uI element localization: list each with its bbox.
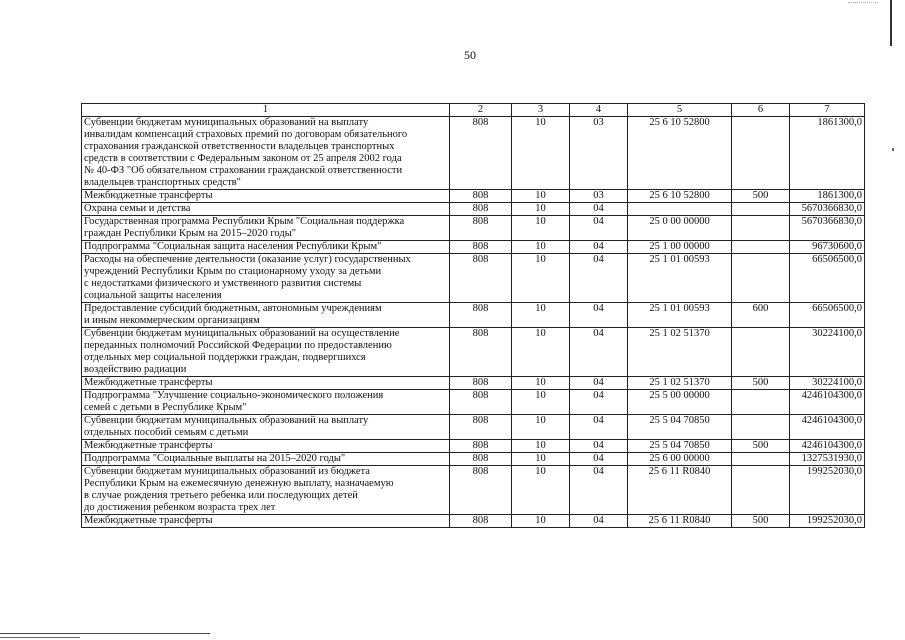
code-cell-c5: 25 1 01 00593 bbox=[628, 303, 732, 328]
code-cell-c5: 25 1 00 00000 bbox=[628, 241, 732, 254]
code-cell-c6 bbox=[732, 117, 790, 190]
code-cell-c6 bbox=[732, 453, 790, 466]
amount-cell: 5670366830,0 bbox=[790, 203, 865, 216]
table-row bbox=[82, 216, 865, 241]
amount-cell: 66506500,0 bbox=[790, 303, 865, 328]
code-cell-c5: 25 6 00 00000 bbox=[628, 453, 732, 466]
expense-name-line: отдельных мер социальной поддержки граждан, подвергшихся bbox=[84, 352, 366, 363]
expense-name-line: граждан Республики Крым на 2015–2020 годы" bbox=[84, 228, 297, 239]
expense-name-cell bbox=[82, 415, 450, 440]
amount-cell: 1861300,0 bbox=[790, 117, 865, 190]
expense-name-line: и иным некоммерческим организациям bbox=[84, 315, 260, 326]
code-cell-c6 bbox=[732, 466, 790, 515]
code-cell-c2: 808 bbox=[450, 415, 512, 440]
amount-cell: 199252030,0 bbox=[790, 466, 865, 515]
code-cell-c5: 25 0 00 00000 bbox=[628, 216, 732, 241]
expense-name-cell bbox=[82, 203, 450, 216]
table-row bbox=[82, 415, 865, 440]
code-cell-c6 bbox=[732, 415, 790, 440]
expense-name-line: до достижения ребенком возраста трех лет bbox=[84, 502, 276, 513]
code-cell-c2: 808 bbox=[450, 216, 512, 241]
code-cell-c3: 10 bbox=[512, 117, 570, 190]
expense-name-cell bbox=[82, 390, 450, 415]
code-cell-c3: 10 bbox=[512, 303, 570, 328]
expense-name-line: Государственная программа Республики Крым "Социальная поддержка bbox=[84, 216, 405, 227]
expense-name-line: отдельных пособий семьям с детьми bbox=[84, 427, 249, 438]
amount-cell: 96730600,0 bbox=[790, 241, 865, 254]
code-cell-c2: 808 bbox=[450, 377, 512, 390]
amount-cell: 1327531930,0 bbox=[790, 453, 865, 466]
code-cell-c4: 04 bbox=[570, 466, 628, 515]
expense-name-line: страхования гражданской ответственности владельцев транспортных bbox=[84, 141, 395, 152]
expense-name-cell bbox=[82, 328, 450, 377]
expense-name-line: Охрана семьи и детства bbox=[84, 203, 191, 214]
code-cell-c6: 500 bbox=[732, 440, 790, 453]
code-cell-c3: 10 bbox=[512, 241, 570, 254]
amount-cell: 4246104300,0 bbox=[790, 415, 865, 440]
code-cell-c3: 10 bbox=[512, 453, 570, 466]
column-header: 4 bbox=[570, 104, 628, 117]
code-cell-c3: 10 bbox=[512, 190, 570, 203]
amount-cell: 1861300,0 bbox=[790, 190, 865, 203]
table-row bbox=[82, 453, 865, 466]
expense-name-line: Предоставление субсидий бюджетным, автономным учреждениям bbox=[84, 303, 382, 314]
code-cell-c4: 03 bbox=[570, 117, 628, 190]
code-cell-c3: 10 bbox=[512, 466, 570, 515]
code-cell-c6: 600 bbox=[732, 303, 790, 328]
column-header: 5 bbox=[628, 104, 732, 117]
expense-name-line: Межбюджетные трансферты bbox=[84, 440, 213, 451]
expense-name-cell bbox=[82, 241, 450, 254]
expense-name-cell bbox=[82, 453, 450, 466]
code-cell-c2: 808 bbox=[450, 453, 512, 466]
table-body bbox=[82, 117, 865, 528]
code-cell-c3: 10 bbox=[512, 216, 570, 241]
expense-name-line: воздействию радиации bbox=[84, 364, 187, 375]
expense-name-line: Субвенции бюджетам муниципальных образований из бюджета bbox=[84, 466, 370, 477]
table-row bbox=[82, 203, 865, 216]
expense-name-line: № 40-ФЗ "Об обязательном страховании гражданской ответственности bbox=[84, 165, 403, 176]
scan-artifact-dots bbox=[848, 2, 878, 3]
expense-name-line: Расходы на обеспечение деятельности (оказание услуг) государственных bbox=[84, 254, 411, 265]
amount-cell: 30224100,0 bbox=[790, 377, 865, 390]
table-row bbox=[82, 254, 865, 303]
code-cell-c3: 10 bbox=[512, 515, 570, 528]
expense-name-line: с недостатками физического и умственного развития системы bbox=[84, 278, 362, 289]
code-cell-c2: 808 bbox=[450, 328, 512, 377]
expense-name-line: Республики Крым на ежемесячную денежную выплату, назначаемую bbox=[84, 478, 394, 489]
expense-name-line: Субвенции бюджетам муниципальных образований на выплату bbox=[84, 117, 369, 128]
expense-name-cell bbox=[82, 254, 450, 303]
code-cell-c2: 808 bbox=[450, 440, 512, 453]
amount-cell: 5670366830,0 bbox=[790, 216, 865, 241]
code-cell-c5: 25 5 04 70850 bbox=[628, 415, 732, 440]
table-row bbox=[82, 303, 865, 328]
column-header: 3 bbox=[512, 104, 570, 117]
expense-name-line: Субвенции бюджетам муниципальных образований на осуществление bbox=[84, 328, 400, 339]
expense-name-line: инвалидам компенсаций страховых премий по договорам обязательного bbox=[84, 129, 408, 140]
code-cell-c5: 25 6 11 R0840 bbox=[628, 515, 732, 528]
table-row bbox=[82, 466, 865, 515]
code-cell-c6 bbox=[732, 203, 790, 216]
expense-name-line: Подпрограмма "Социальные выплаты на 2015–2020 годы" bbox=[84, 453, 346, 464]
expense-name-line: учреждений Республики Крым по стационарному уходу за детьми bbox=[84, 266, 382, 277]
code-cell-c4: 04 bbox=[570, 254, 628, 303]
code-cell-c5: 25 1 02 51370 bbox=[628, 377, 732, 390]
amount-cell: 199252030,0 bbox=[790, 515, 865, 528]
code-cell-c5: 25 5 04 70850 bbox=[628, 440, 732, 453]
expense-name-cell bbox=[82, 303, 450, 328]
code-cell-c5: 25 6 10 52800 bbox=[628, 190, 732, 203]
code-cell-c2: 808 bbox=[450, 390, 512, 415]
table-header-row bbox=[82, 104, 865, 117]
column-header: 6 bbox=[732, 104, 790, 117]
table-row bbox=[82, 328, 865, 377]
table-row bbox=[82, 117, 865, 190]
code-cell-c6 bbox=[732, 390, 790, 415]
expense-name-cell bbox=[82, 216, 450, 241]
table-row bbox=[82, 440, 865, 453]
expense-name-cell bbox=[82, 440, 450, 453]
code-cell-c5: 25 5 00 00000 bbox=[628, 390, 732, 415]
code-cell-c2: 808 bbox=[450, 203, 512, 216]
code-cell-c6 bbox=[732, 216, 790, 241]
column-header: 2 bbox=[450, 104, 512, 117]
code-cell-c5: 25 1 01 00593 bbox=[628, 254, 732, 303]
code-cell-c3: 10 bbox=[512, 254, 570, 303]
table-row bbox=[82, 390, 865, 415]
code-cell-c6: 500 bbox=[732, 515, 790, 528]
page-number: 50 bbox=[464, 48, 476, 62]
table-row bbox=[82, 190, 865, 203]
code-cell-c5 bbox=[628, 203, 732, 216]
code-cell-c2: 808 bbox=[450, 190, 512, 203]
budget-table bbox=[81, 103, 865, 528]
expense-name-line: владельцев транспортных средств" bbox=[84, 177, 241, 188]
expense-name-line: семей с детьми в Республике Крым" bbox=[84, 402, 247, 413]
code-cell-c4: 04 bbox=[570, 440, 628, 453]
code-cell-c4: 04 bbox=[570, 328, 628, 377]
expense-name-line: Субвенции бюджетам муниципальных образований на выплату bbox=[84, 415, 369, 426]
code-cell-c6 bbox=[732, 254, 790, 303]
code-cell-c4: 04 bbox=[570, 303, 628, 328]
expense-name-line: Межбюджетные трансферты bbox=[84, 190, 213, 201]
table-row bbox=[82, 377, 865, 390]
code-cell-c4: 04 bbox=[570, 453, 628, 466]
amount-cell: 4246104300,0 bbox=[790, 390, 865, 415]
expense-name-line: Межбюджетные трансферты bbox=[84, 377, 213, 388]
scan-artifact-line bbox=[0, 633, 210, 634]
expense-name-line: в случае рождения третьего ребенка или последующих детей bbox=[84, 490, 358, 501]
code-cell-c4: 04 bbox=[570, 241, 628, 254]
code-cell-c4: 04 bbox=[570, 203, 628, 216]
expense-name-cell bbox=[82, 190, 450, 203]
code-cell-c2: 808 bbox=[450, 254, 512, 303]
code-cell-c2: 808 bbox=[450, 117, 512, 190]
table-row bbox=[82, 241, 865, 254]
expense-name-line: Подпрограмма "Социальная защита населения Республики Крым" bbox=[84, 241, 382, 252]
scan-artifact-line bbox=[0, 637, 80, 638]
code-cell-c5: 25 6 10 52800 bbox=[628, 117, 732, 190]
expense-name-cell bbox=[82, 117, 450, 190]
code-cell-c3: 10 bbox=[512, 377, 570, 390]
code-cell-c5: 25 6 11 R0840 bbox=[628, 466, 732, 515]
expense-name-line: социальной защиты населения bbox=[84, 290, 222, 301]
table-row bbox=[82, 515, 865, 528]
code-cell-c2: 808 bbox=[450, 466, 512, 515]
code-cell-c4: 04 bbox=[570, 377, 628, 390]
amount-cell: 66506500,0 bbox=[790, 254, 865, 303]
expense-name-cell bbox=[82, 515, 450, 528]
code-cell-c6 bbox=[732, 241, 790, 254]
code-cell-c4: 04 bbox=[570, 390, 628, 415]
expense-name-line: Подпрограмма "Улучшение социально-экономического положения bbox=[84, 390, 384, 401]
expense-name-line: Межбюджетные трансферты bbox=[84, 515, 213, 526]
code-cell-c2: 808 bbox=[450, 241, 512, 254]
code-cell-c4: 03 bbox=[570, 190, 628, 203]
code-cell-c4: 04 bbox=[570, 515, 628, 528]
code-cell-c4: 04 bbox=[570, 415, 628, 440]
code-cell-c4: 04 bbox=[570, 216, 628, 241]
scan-edge-speck bbox=[892, 148, 894, 151]
code-cell-c3: 10 bbox=[512, 328, 570, 377]
code-cell-c3: 10 bbox=[512, 390, 570, 415]
code-cell-c6: 500 bbox=[732, 377, 790, 390]
code-cell-c3: 10 bbox=[512, 415, 570, 440]
code-cell-c6 bbox=[732, 328, 790, 377]
column-header: 1 bbox=[82, 104, 450, 117]
expense-name-cell bbox=[82, 466, 450, 515]
column-header: 7 bbox=[790, 104, 865, 117]
expense-name-cell bbox=[82, 377, 450, 390]
code-cell-c5: 25 1 02 51370 bbox=[628, 328, 732, 377]
expense-name-line: средств в соответствии с Федеральным законом от 25 апреля 2002 года bbox=[84, 153, 402, 164]
amount-cell: 30224100,0 bbox=[790, 328, 865, 377]
expense-name-line: переданных полномочий Российской Федерации по предоставлению bbox=[84, 340, 392, 351]
code-cell-c6: 500 bbox=[732, 190, 790, 203]
code-cell-c2: 808 bbox=[450, 303, 512, 328]
code-cell-c3: 10 bbox=[512, 203, 570, 216]
code-cell-c2: 808 bbox=[450, 515, 512, 528]
scan-edge-mark bbox=[890, 0, 892, 46]
amount-cell: 4246104300,0 bbox=[790, 440, 865, 453]
code-cell-c3: 10 bbox=[512, 440, 570, 453]
